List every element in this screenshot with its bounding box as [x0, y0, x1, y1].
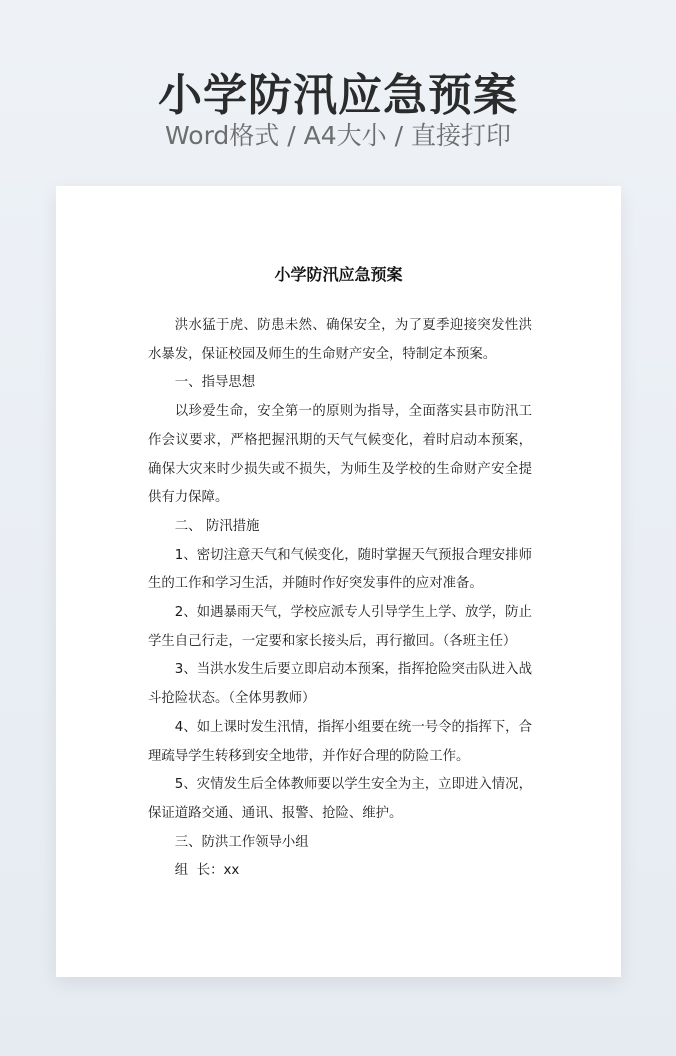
intro-paragraph: 洪水猛于虎、防患未然、确保安全，为了夏季迎接突发性洪水暴发，保证校园及师生的生命财产安全，特制定本预案。 — [148, 318, 532, 362]
section-heading: 一、指导思想 — [174, 375, 256, 391]
document-body — [148, 312, 532, 886]
document-title: 小学防汛应急预案 — [274, 265, 403, 284]
banner — [0, 0, 676, 180]
banner-title: 小学防汛应急预案 — [158, 70, 518, 121]
measure-item: 2、如遇暴雨天气，学校应派专人引导学生上学、放学，防止学生自己行走，一定要和家长接头后，再行撤回。（各班主任） — [148, 605, 532, 649]
leader-line: 组 长：xx — [174, 863, 240, 879]
measure-item: 1、密切注意天气和气候变化，随时掌握天气预报合理安排师生的工作和学习生活，并随时作好突发事件的应对准备。 — [148, 547, 532, 592]
section-heading: 二、 防汛措施 — [174, 518, 260, 534]
guidance-paragraph: 以珍爱生命，安全第一的原则为指导，全面落实县市防汛工作会议要求，严格把握汛期的天气气候变化，着时启动本预案，确保大灾来时少损失或不损失，为师生及学校的生命财产安全提供有力保障。 — [148, 404, 532, 506]
section-heading: 三、防洪工作领导小组 — [174, 834, 309, 850]
measure-item: 5、灾情发生后全体教师要以学生安全为主，立即进入情况，保证道路交通、通讯、报警、抢险、维护。 — [148, 777, 532, 821]
measure-item: 3、当洪水发生后要立即启动本预案，指挥抢险突击队进入战斗抢险状态。（全体男教师） — [148, 662, 532, 707]
banner-subtitle: Word格式 / A4大小 / 直接打印 — [165, 121, 511, 150]
document-page — [56, 186, 621, 977]
measure-item: 4、如上课时发生汛情，指挥小组要在统一号令的指挥下，合理疏导学生转移到安全地带，并作好合理的防险工作。 — [148, 719, 532, 764]
